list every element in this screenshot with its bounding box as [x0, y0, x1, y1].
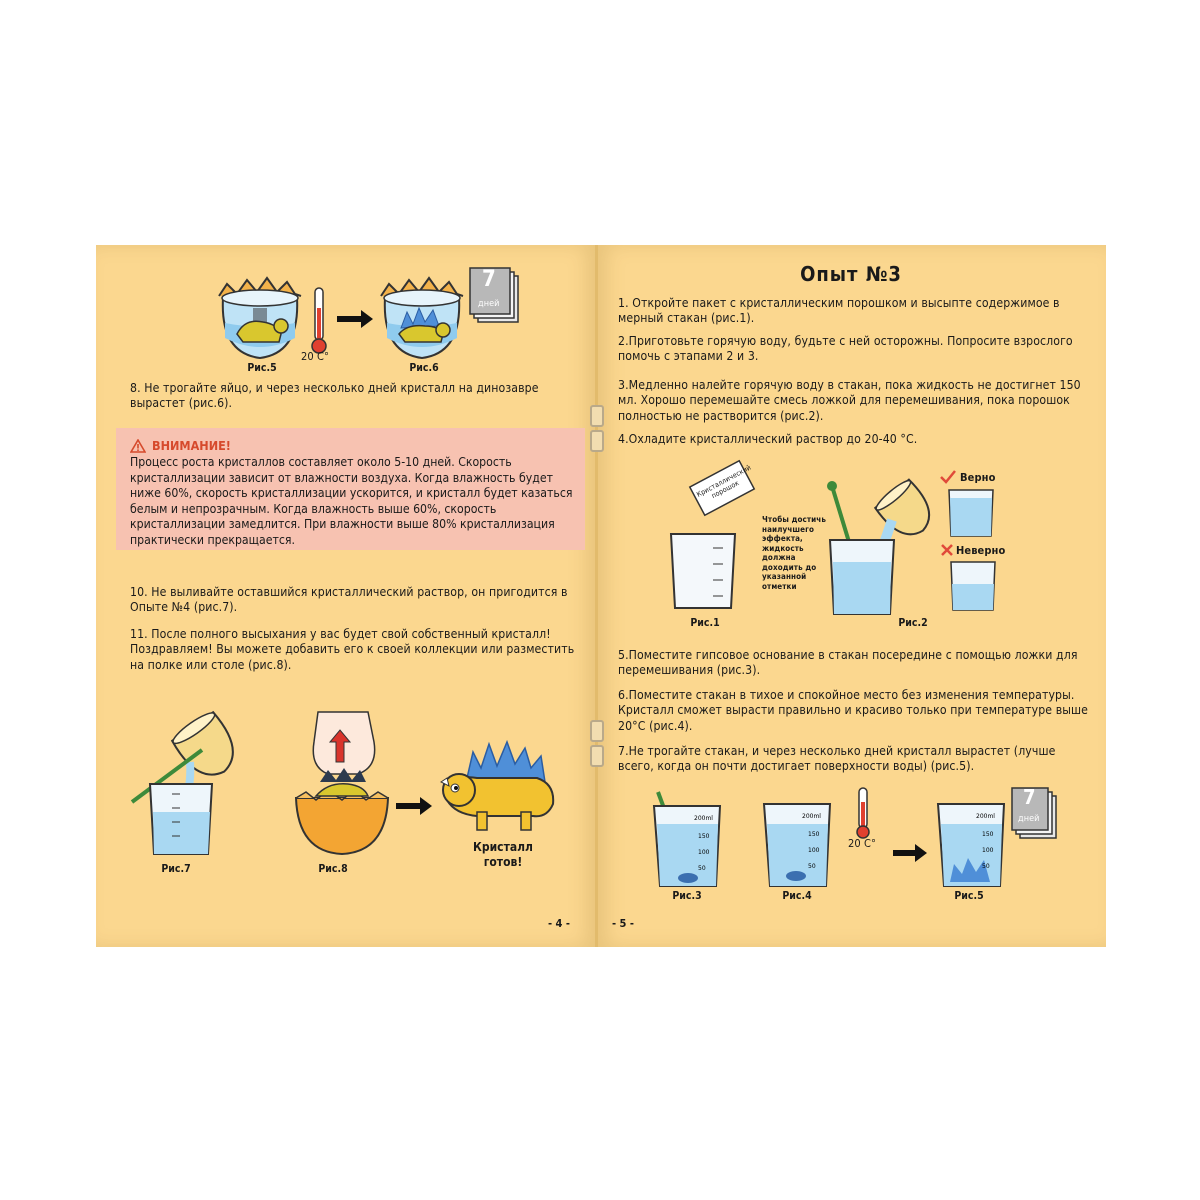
crystal-dino-illustration [437, 738, 567, 838]
check-icon [940, 470, 956, 484]
staple [590, 745, 604, 767]
caption-fig8: Рис.8 [318, 863, 348, 875]
arrow-right-icon [396, 797, 434, 815]
beaker-mark-200: 200ml [802, 813, 821, 820]
caption-fig7: Рис.7 [161, 863, 191, 875]
egg-crystal-illustration [377, 268, 467, 363]
arrow-right-icon [893, 844, 929, 862]
temperature-label: 20 С° [301, 350, 330, 363]
correct-label: Верно [960, 471, 996, 484]
warning-text: Процесс роста кристаллов составляет около 5-10 дней. Скорость кристаллизации зависит от влажности воздуха. Когда влажность будет ниже 60%, скорость кристаллизации ускорится, и кристалл будет казаться белым и непрозрачным. Когда влажность выше 60%, скорость кристаллизации замедлится. При влажности выше 80% кристаллизация практически прекращается. [130, 455, 573, 547]
caption-fig6: Рис.6 [409, 362, 439, 374]
step-5-text: 5.Поместите гипсовое основание в стакан посередине с помощью ложки для перемешивания (рис.3). [618, 648, 1078, 678]
empty-beaker-fig1 [663, 528, 743, 613]
lift-crystal-illustration [288, 712, 398, 862]
thermometer-icon [853, 786, 873, 840]
page-number-right: - 5 - [612, 917, 634, 930]
calendar-number: 7 [1023, 785, 1036, 809]
caption-fig5-right: Рис.5 [954, 890, 984, 902]
beaker-mark-50: 50 [982, 863, 990, 870]
step-2-text: 2.Приготовьте горячую воду, будьте с ней осторожны. Попросите взрослого помочь с этапами 2 и 3. [618, 334, 1073, 364]
temperature-label: 20 С° [848, 837, 877, 850]
calendar-word: дней [1018, 814, 1040, 824]
arrow-right-icon [337, 310, 375, 328]
calendar-word: дней [478, 299, 500, 309]
staple [590, 720, 604, 742]
correct-beaker [945, 488, 997, 538]
caption-fig3: Рис.3 [672, 890, 702, 902]
packet-label: Кристаллический порошок [695, 463, 753, 501]
warning-title [130, 438, 231, 453]
step-11-text: 11. После полного высыхания у вас будет свой собственный кристалл! Поздравляем! Вы можете добавить его к своей коллекции или разместить на полке или столе (рис.8). [130, 627, 575, 672]
beaker-fig5 [932, 798, 1012, 890]
caption-fig1: Рис.1 [690, 617, 720, 629]
effect-note: Чтобы достичь наилучшего эффекта, жидкость должна доходить до указанной отметки [762, 515, 827, 591]
beaker-mark-50: 50 [808, 863, 816, 870]
beaker-mark-100: 100 [808, 847, 820, 854]
step-4-text: 4.Охладите кристаллический раствор до 20-40 °С. [618, 432, 918, 446]
calendar-number: 7 [482, 267, 496, 292]
beaker-fig3 [648, 790, 728, 890]
beaker-mark-150: 150 [808, 831, 820, 838]
wrong-label: Неверно [956, 544, 1006, 557]
caption-fig5: Рис.5 [247, 362, 277, 374]
caption-fig2: Рис.2 [898, 617, 928, 629]
thermometer-icon [309, 286, 329, 356]
beaker-mark-150: 150 [982, 831, 994, 838]
beaker-mark-150: 150 [698, 833, 710, 840]
caption-fig4: Рис.4 [782, 890, 812, 902]
wrong-beaker [947, 560, 999, 612]
staple [590, 405, 604, 427]
step-3-text: 3.Медленно налейте горячую воду в стакан, пока жидкость не достигнет 150 мл. Хорошо перемешайте смесь ложкой для перемешивания, пока порошок полностью не растворится (рис.2). [618, 378, 1081, 423]
warning-triangle-icon [130, 439, 146, 453]
experiment-heading: Опыт №3 [800, 262, 902, 286]
staple [590, 430, 604, 452]
book-spine [595, 245, 598, 947]
beaker-mark-200: 200ml [694, 815, 713, 822]
beaker-mark-50: 50 [698, 865, 706, 872]
stir-solution-fig2 [822, 480, 942, 620]
beaker-mark-100: 100 [698, 849, 710, 856]
step-7-text: 7.Не трогайте стакан, и через несколько дней кристалл вырастет (лучше всего, когда он почти достигает поверхности воды) (рис.5). [618, 744, 1056, 774]
step-10-text: 10. Не выливайте оставшийся кристаллический раствор, он пригодится в Опыте №4 (рис.7). [130, 585, 568, 615]
warning-title-text: ВНИМАНИЕ! [152, 438, 231, 453]
beaker-fig4 [758, 798, 838, 890]
beaker-mark-200: 200ml [976, 813, 995, 820]
crystal-ready-caption: Кристалл готов! [473, 840, 533, 869]
beaker-mark-100: 100 [982, 847, 994, 854]
page-number-left: - 4 - [548, 917, 570, 930]
egg-dino-illustration [215, 268, 305, 363]
pour-solution-illustration [132, 712, 252, 862]
step-1-text: 1. Откройте пакет с кристаллическим порошком и высыпте содержимое в мерный стакан (рис.1). [618, 296, 1060, 326]
step-6-text: 6.Поместите стакан в тихое и спокойное место без изменения температуры. Кристалл сможет вырасти правильно и красиво только при температуре выше 20°С (рис.4). [618, 688, 1088, 733]
step-8-text: 8. Не трогайте яйцо, и через несколько дней кристалл на динозавре вырастет (рис.6). [130, 381, 539, 411]
cross-icon [940, 543, 954, 557]
